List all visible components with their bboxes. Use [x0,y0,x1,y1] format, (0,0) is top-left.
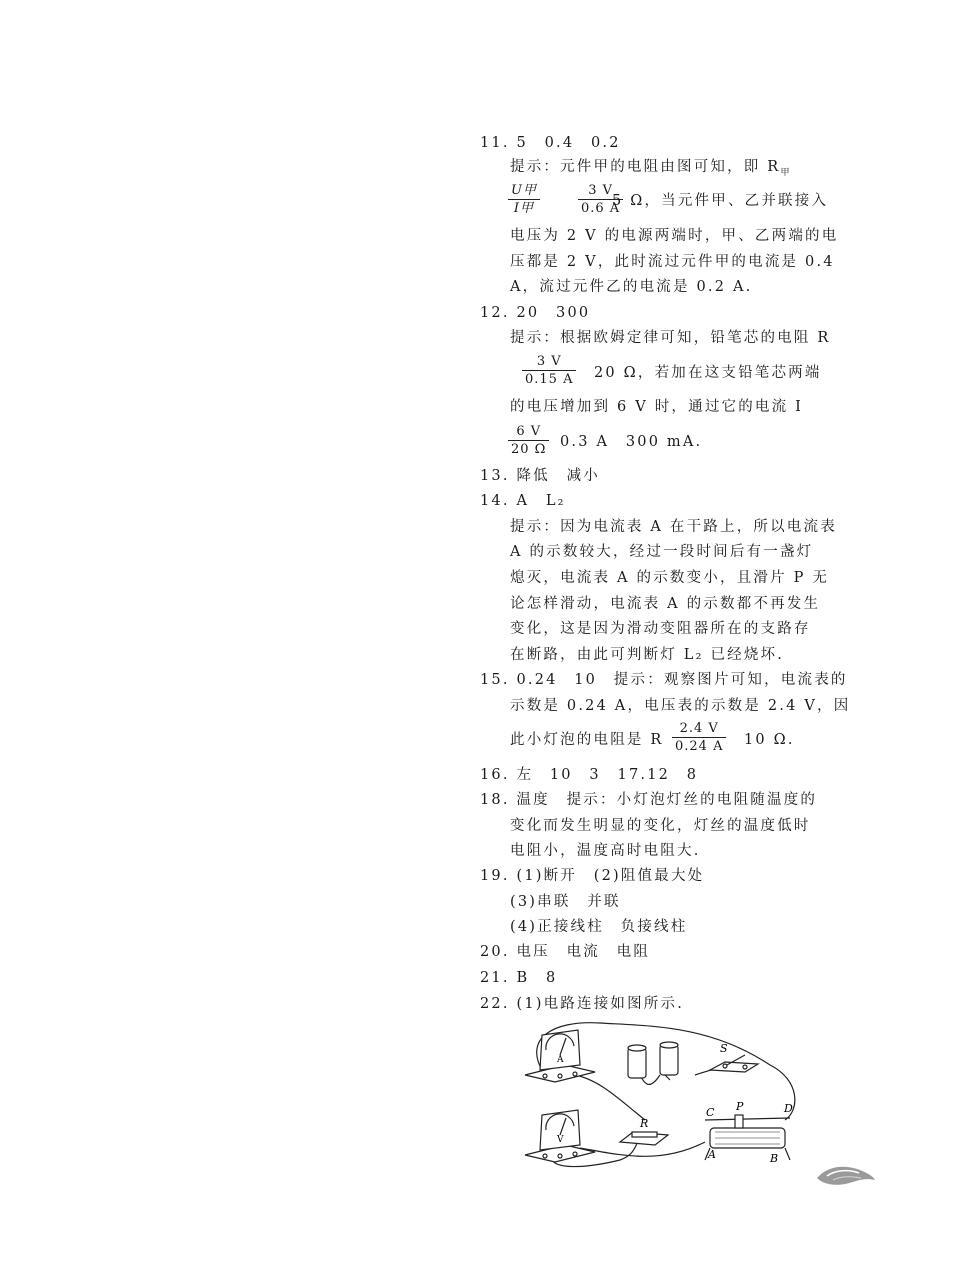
q14-hint-line-5: 变化，这是因为滑动变阻器所在的支路存 [510,621,811,637]
q14-hint-line-2: A 的示数较大，经过一段时间后有一盏灯 [510,544,814,560]
q13-answer: 13. 降低 减小 [480,468,600,484]
resistor-icon [620,1132,668,1145]
q18-answer: 18. 温度 提示：小灯泡灯丝的电阻随温度的 [480,792,818,808]
q14-hint-line-1: 提示：因为电流表 A 在干路上，所以电流表 [510,519,837,535]
q12-hint-line-3: 的电压增加到 6 V 时，通过它的电流 I [510,399,804,415]
q21-answer: 21. B 8 [480,970,558,986]
q12-fraction-6v-over-20ohm: 6 V 20 Ω [508,424,549,457]
q12-hint-line-1: 提示：根据欧姆定律可知，铅笔芯的电阻 R [510,330,831,346]
q22-answer: 22. (1)电路连接如图所示. [480,996,685,1012]
q12-hint-line-4: 0.3 A 300 mA. [560,434,703,450]
q14-hint-line-3: 熄灭，电流表 A 的示数变小，且滑片 P 无 [510,570,830,586]
rheostat-label-b: B [770,1152,779,1165]
q11-hint-line-2: 5 Ω，当元件甲、乙并联接入 [612,193,829,209]
rheostat-label-p: P [736,1100,744,1113]
q11-hint-line-1: 提示：元件甲的电阻由图可知，即 $R_甲$ [510,159,792,178]
q14-answer: 14. A L₂ [480,493,566,509]
ammeter-label: A [557,1055,564,1065]
q12-hint-line-2: 20 Ω，若加在这支铅笔芯两端 [594,365,822,381]
q15-hint-line-3: 此小灯泡的电阻是 R [510,732,664,748]
q11-fraction-u-over-i: U甲 I甲 [508,183,540,216]
q12-fraction-3v-over-015a: 3 V 0.15 A [522,354,576,387]
q11-hint-line-5: A，流过元件乙的电流是 0.2 A. [510,279,753,295]
resistor-label: R [640,1117,649,1130]
q11-answer: 11. 5 0.4 0.2 [480,135,621,151]
q15-hint-line-4: 10 Ω. [744,732,795,748]
q15-answer: 15. 0.24 10 提示：观察图片可知，电流表的 [480,672,848,688]
q14-hint-line-4: 论怎样滑动，电流表 A 的示数都不再发生 [510,596,821,612]
q18-hint-line-3: 电阻小，温度高时电阻大. [510,843,701,859]
q19-line-1: 19. (1)断开 (2)阻值最大处 [480,868,705,884]
q11-hint-line-4: 压都是 2 V，此时流过元件甲的电流是 0.4 [510,254,835,270]
q20-answer: 20. 电压 电流 电阻 [480,944,651,960]
q16-answer: 16. 左 10 3 17.12 8 [480,767,699,783]
circuit-diagram-figure [520,1020,810,1170]
q19-line-3: (4)正接线柱 负接线柱 [510,919,688,935]
rheostat-label-c: C [706,1106,715,1119]
q11-hint-line-3: 电压为 2 V 的电源两端时，甲、乙两端的电 [510,228,839,244]
q12-answer: 12. 20 300 [480,305,591,321]
q15-fraction-24v-over-024a: 2.4 V 0.24 A [672,721,726,754]
battery-icon [628,1042,678,1078]
page-ornament-icon [815,1160,877,1188]
q19-line-2: (3)串联 并联 [510,894,621,910]
q15-hint-line-2: 示数是 0.24 A，电压表的示数是 2.4 V，因 [510,698,851,714]
switch-icon [710,1055,758,1072]
q14-hint-line-6: 在断路，由此可判断灯 L₂ 已经烧坏. [510,647,785,663]
rheostat-label-d: D [784,1102,793,1115]
q18-hint-line-2: 变化而发生明显的变化，灯丝的温度低时 [510,818,811,834]
voltmeter-label: V [557,1135,564,1145]
q11-fraction-3v-over-06a: 3 V 0.6 A [578,183,623,216]
rheostat-label-a: A [708,1148,716,1161]
switch-label: S [720,1042,728,1055]
